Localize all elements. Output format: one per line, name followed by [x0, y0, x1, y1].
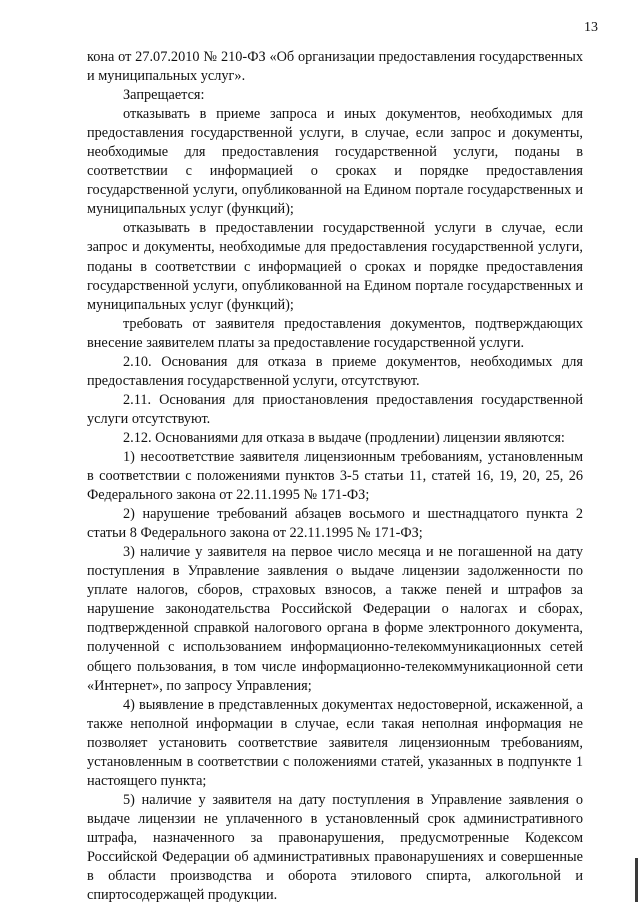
list-item-4: 4) выявление в представленных документах недостоверной, искаженной, а также неполной информации в случае, если такая неполная информация не позволяет установить соответствие заявителя лицензионным требованиям, установленным в соответствии с положениями статей, указанных в подпункте 1 настоящего пункта; [87, 696, 583, 789]
page-number: 13 [584, 20, 598, 35]
paragraph-2-11: 2.11. Основания для приостановления предоставления государственной услуги отсутствуют. [87, 391, 583, 427]
paragraph-2-12: 2.12. Основаниями для отказа в выдаче (продлении) лицензии являются: [123, 429, 565, 446]
list-item-1: 1) несоответствие заявителя лицензионным требованиям, установленным в соответствии с положениями пунктов 3-5 статьи 11, статей 16, 19, 20, 25, 26 Федерального закона от 22.11.1995 № 171-ФЗ; [87, 448, 583, 504]
paragraph-prohibition-1: отказывать в приеме запроса и иных документов, необходимых для предоставления государственной услуги, в случае, если запрос и документы, необходимые для предоставления государственной услуги, поданы в соответствии с информацией о сроках и порядке предоставления государственной услуги, опубликованной на Едином портале государственных и муниципальных услуг (функций); [87, 106, 583, 218]
document-body [87, 48, 583, 905]
paragraph-prohibited-heading: Запрещается: [123, 87, 205, 104]
paragraph-prohibition-2: отказывать в предоставлении государственной услуги в случае, если запрос и документы, необходимые для предоставления государственной услуги, поданы в соответствии с информацией о сроках и порядке предоставления государственной услуги, опубликованной на Едином портале государственных и муниципальных услуг (функций); [87, 220, 583, 313]
paragraph-prohibition-3: требовать от заявителя предоставления документов, подтверждающих внесение заявителем платы за предоставление государственной услуги. [87, 315, 583, 351]
list-item-5: 5) наличие у заявителя на дату поступления в Управление заявления о выдаче лицензии не уплаченного в установленный срок административного штрафа, назначенного за правонарушения, предусмотренные Кодексом Российской Федерации об административных правонарушениях и совершенные в области производства и оборота этилового спирта, алкогольной и спиртосодержащей продукции. [87, 791, 583, 904]
paragraph-continuation: кона от 27.07.2010 № 210-ФЗ «Об организации предоставления государственных и муниципальных услуг». [87, 49, 583, 85]
paragraph-2-10: 2.10. Основания для отказа в приеме документов, необходимых для предоставления государственной услуги, отсутствуют. [87, 353, 583, 389]
list-item-3: 3) наличие у заявителя на первое число месяца и не погашенной на дату поступления в Управление заявления о выдаче лицензии задолженности по уплате налогов, сборов, страховых взносов, а также пеней и штрафов за нарушение законодательства Российской Федерации о налогах и сборах, подтвержденной справкой налогового органа в форме электронного документа, полученной с использованием информационно-телекоммуникационных сетей общего пользования, в том числе информационно-телекоммуникационной сети «Интернет», по запросу Управления; [87, 544, 583, 694]
list-item-2: 2) нарушение требований абзацев восьмого и шестнадцатого пункта 2 статьи 8 Федерального закона от 22.11.1995 № 171-ФЗ; [87, 506, 583, 542]
scan-edge-mark [635, 858, 638, 902]
